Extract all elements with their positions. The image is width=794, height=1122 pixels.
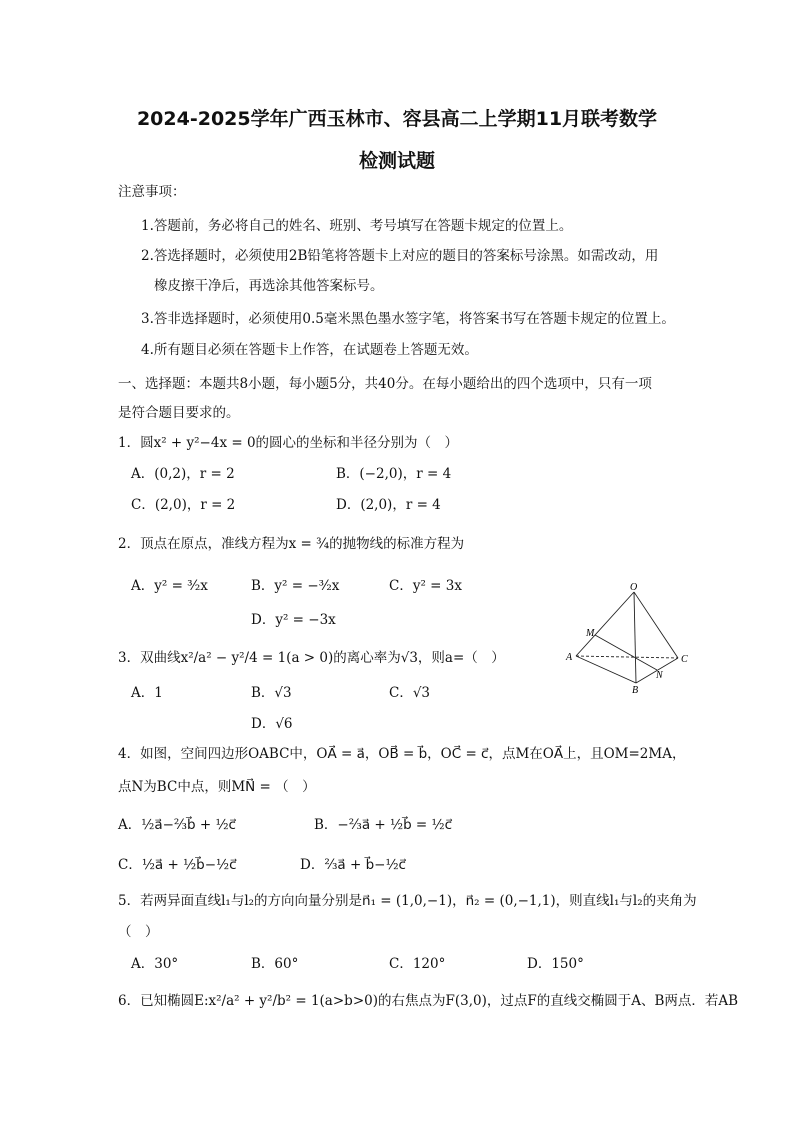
segment-mn [595,635,657,670]
edge-ob [634,592,636,683]
edge-oa [576,592,634,656]
section1-line1: 一、选择题：本题共8小题，每小题5分，共40分。在每小题给出的四个选项中，只有一项 [118,376,652,392]
q4-option-b: B．−⅔a⃗ + ½b⃗ = ½c⃗ [314,817,453,833]
q3-option-d: D．√6 [251,716,293,732]
q5-option-c: C．120° [389,956,446,972]
label-n: N [656,670,663,681]
exam-title-line1: 2024-2025学年广西玉林市、容县高二上学期11月联考数学 [136,108,658,130]
q2-option-b: B．y² = −³⁄₂x [251,578,340,594]
edge-ac [576,656,678,658]
q1-option-b: B．(−2,0)，r = 4 [336,466,452,482]
q1-option-d: D．(2,0)，r = 4 [336,497,441,513]
notice-item-3: 3.答非选择题时，必须使用0.5毫米黑色墨水签字笔，将答案书写在答题卡规定的位置上。 [141,311,675,327]
q4-stem-line2: 点N为BC中点，则MN⃗ = （ ） [118,779,316,795]
q5-option-a: A．30° [131,956,179,972]
q5-stem-line2: （ ） [118,924,159,940]
q2-stem: 2．顶点在原点，准线方程为x = ¾的抛物线的标准方程为 [118,536,465,552]
q5-option-b: B．60° [251,956,299,972]
label-m: M [586,628,595,639]
notice-item-2: 2.答选择题时，必须使用2B铅笔将答题卡上对应的题目的答案标号涂黑。如需改动，用 [141,248,659,264]
notice-item-1: 1.答题前，务必将自己的姓名、班别、考号填写在答题卡规定的位置上。 [141,218,573,234]
notice-heading: 注意事项： [118,184,186,200]
edge-ab [576,656,636,683]
q4-option-d: D．⅔a⃗ + b⃗−½c⃗ [300,857,406,873]
exam-title-line2: 检测试题 [358,150,435,172]
label-b: B [632,685,639,696]
tetrahedron-figure [560,582,700,696]
section1-line2: 是符合题目要求的。 [118,405,240,421]
q3-option-b: B．√3 [251,685,292,701]
q1-option-a: A．(0,2)，r = 2 [131,466,235,482]
label-c: C [681,654,688,665]
q2-option-c: C．y² = 3x [389,578,462,594]
q4-option-c: C．½a⃗ + ½b⃗−½c⃗ [118,857,237,873]
q4-option-a: A．½a⃗−⅔b⃗ + ½c⃗ [118,817,236,833]
q4-stem-line1: 4．如图，空间四边形OABC中，OA⃗ = a⃗，OB⃗ = b⃗，OC⃗ = c⃗，点M在OA⃗上，且OM=2MA， [118,746,686,762]
q3-stem: 3．双曲线x²/a² − y²/4 = 1(a > 0)的离心率为√3，则a=（ ） [118,650,505,666]
q3-option-c: C．√3 [389,685,431,701]
edge-oc [634,592,678,658]
q2-option-d: D．y² = −3x [251,612,336,628]
q6-stem: 6．已知椭圆E:x²/a² + y²/b² = 1(a>b>0)的右焦点为F(3,0)，过点F的直线交椭圆于A、B两点．若AB [118,993,739,1009]
q5-stem-line1: 5．若两异面直线l₁与l₂的方向向量分别是n⃗₁ = (1,0,−1)，n⃗₂ = (0,−1,1)，则直线l₁与l₂的夹角为 [118,893,697,909]
q5-option-d: D．150° [527,956,584,972]
notice-item-4: 4.所有题目必须在答题卡上作答，在试题卷上答题无效。 [141,342,478,358]
q1-option-c: C．(2,0)，r = 2 [131,497,236,513]
q2-option-a: A．y² = ³⁄₂x [131,578,208,594]
q3-option-a: A．1 [131,685,163,701]
notice-item-2-cont: 橡皮擦干净后，再选涂其他答案标号。 [154,278,384,294]
label-a: A [566,652,573,663]
q1-stem: 1．圆x² + y²−4x = 0的圆心的坐标和半径分别为（ ） [118,435,459,451]
label-o: O [630,582,638,593]
